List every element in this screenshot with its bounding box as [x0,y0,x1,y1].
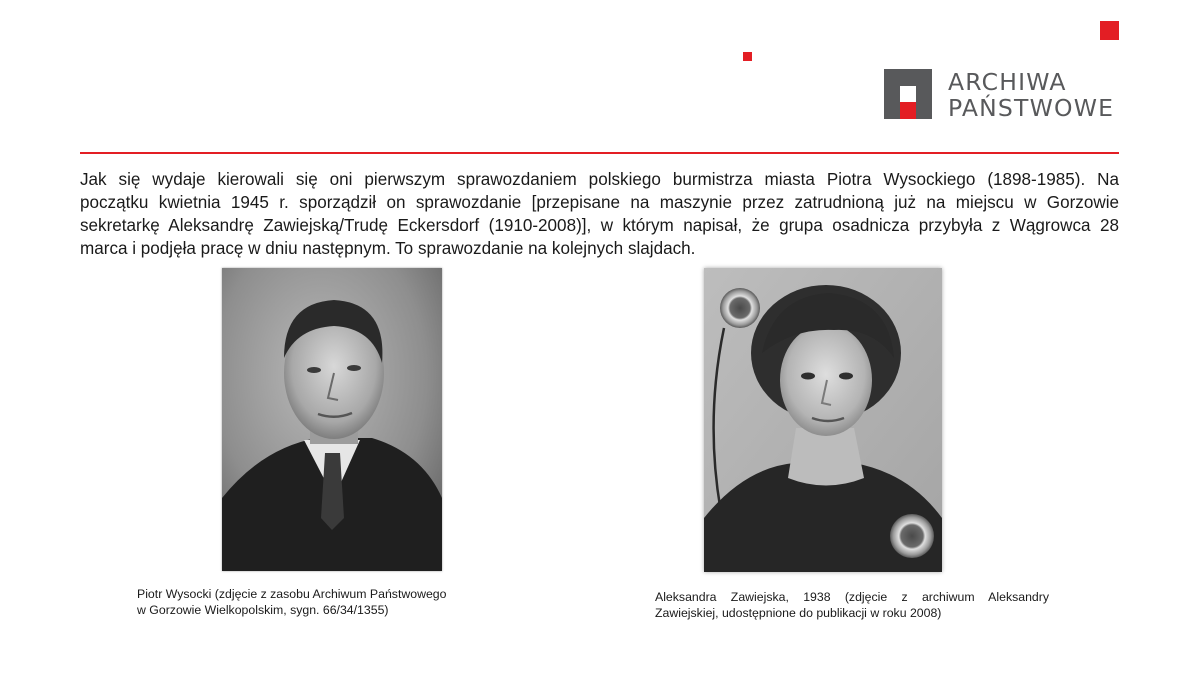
caption-line: Zawiejskiej, udostępnione do publikacji w roku 2008) [655,606,942,620]
body-line: sekretarkę Aleksandrę Zawiejską/Trudę Eckersdorf (1910-2008)], w którym napisał, że grupa osadnicza przybyła z Wągrowca 28 [80,216,1119,235]
body-line: marca i podjęła pracę w dniu następnym. To sprawozdanie na kolejnych slajdach. [80,239,696,258]
decorative-red-square-small [743,52,752,61]
caption-piotr-wysocki [137,586,497,618]
archiwa-panstwowe-logo [884,69,1124,125]
caption-line: Piotr Wysocki (zdjęcie z zasobu Archiwum Państwowego [137,587,447,601]
body-line: początku kwietnia 1945 r. sporządził on sprawozdanie [przepisane na maszynie przez zatrudnioną już na miejscu w Gorzowie [80,193,1119,212]
caption-line: w Gorzowie Wielkopolskim, sygn. 66/34/1355) [137,603,389,617]
photo-piotr-wysocki [222,268,442,571]
logo-line-1: ARCHIWA [948,68,1067,96]
header-divider [80,152,1119,154]
caption-line: Aleksandra Zawiejska, 1938 (zdjęcie z archiwum Aleksandry [655,590,1049,604]
logo-text [948,69,1114,121]
body-line: Jak się wydaje kierowali się oni pierwszym sprawozdaniem polskiego burmistrza miasta Piotra Wysockiego (1898-1985). Na [80,170,1119,189]
photo-aleksandra-zawiejska [704,268,942,572]
caption-aleksandra-zawiejska [655,589,1049,621]
body-paragraph [80,168,1119,260]
decorative-red-square [1100,21,1119,40]
logo-mark-icon [884,69,932,119]
logo-line-2: PAŃSTWOWE [948,94,1115,122]
